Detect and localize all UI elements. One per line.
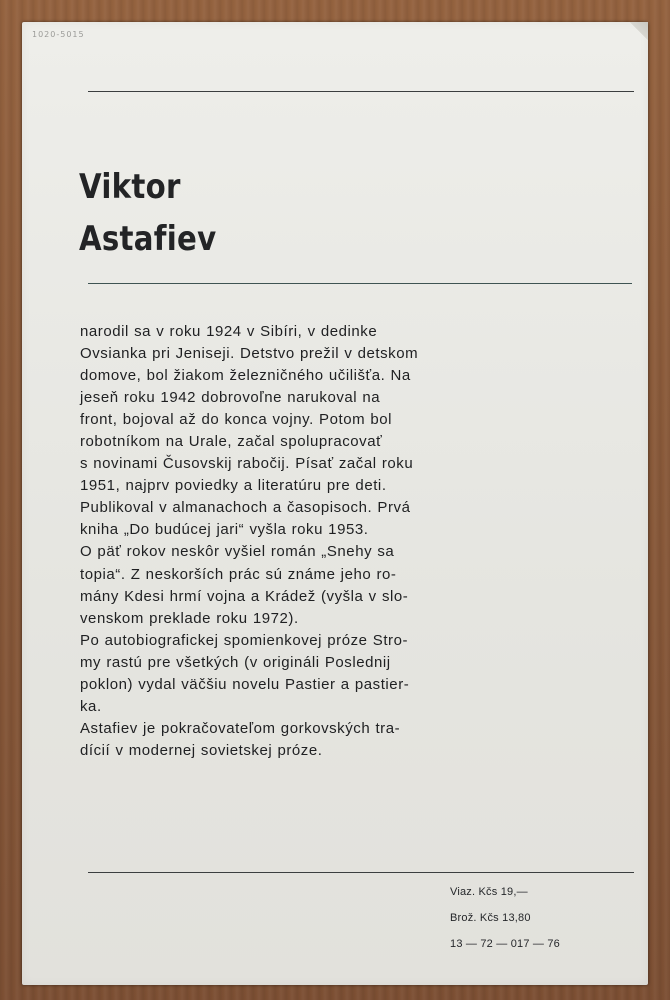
bio-line: 1951, najprv poviedky a literatúru pre deti. [80,477,387,495]
bio-line: narodil sa v roku 1924 v Sibíri, v dedinke [80,323,378,340]
bio-line: Astafiev je pokračovateľom gorkovských tra- [80,719,401,737]
author-name [79,161,216,265]
catalog-code: 13 — 72 — 017 — 76 [450,938,560,950]
bio-line: robotníkom na Urale, začal spolupracovať [80,433,383,451]
bound-price: Viaz. Kčs 19,— [450,886,528,898]
bottom-rule [88,872,634,873]
bio-line: dícií v modernej sovietskej próze. [80,741,323,759]
bio-line: Ovsianka pri Jeniseji. Detstvo prežil v detskom [80,345,419,363]
author-last-name: Astafiev [79,219,217,259]
folded-corner [630,22,648,40]
bio-line: ka. [80,697,102,715]
bio-line: jeseň roku 1942 dobrovoľne narukoval na [80,389,381,407]
bio-line: Publikoval v almanachoch a časopisoch. Prvá [80,499,411,517]
price-block [450,879,600,957]
bio-line: front, bojoval až do konca vojny. Potom bol [80,411,393,429]
bio-line: venskom preklade roku 1972). [80,609,299,627]
bio-line: domove, bol žiakom železničného učilišťa. Na [80,367,411,385]
bio-line: mány Kdesi hrmí vojna a Krádež (vyšla v slo- [80,587,409,605]
bio-line: Po autobiografickej spomienkovej próze Stro- [80,631,409,649]
paperback-price: Brož. Kčs 13,80 [450,912,531,924]
pencil-mark: 1020-5015 [32,30,85,39]
middle-rule [88,283,632,284]
top-rule [88,91,634,92]
bio-line: poklon) vydal väčšiu novelu Pastier a pastier- [80,675,410,693]
bio-line: my rastú pre všetkých (v origináli Poslednij [80,653,391,671]
author-first-name: Viktor [79,167,181,207]
author-biography [80,321,600,762]
bio-line: s novinami Čusovskij rabočij. Písať začal roku [80,455,414,473]
bio-line: O päť rokov neskôr vyšiel román „Snehy sa [80,543,395,561]
bio-line: kniha „Do budúcej jari“ vyšla roku 1953. [80,521,369,539]
bio-line: topia“. Z neskorších prác sú známe jeho ro- [80,565,397,583]
book-jacket-back [22,22,648,985]
